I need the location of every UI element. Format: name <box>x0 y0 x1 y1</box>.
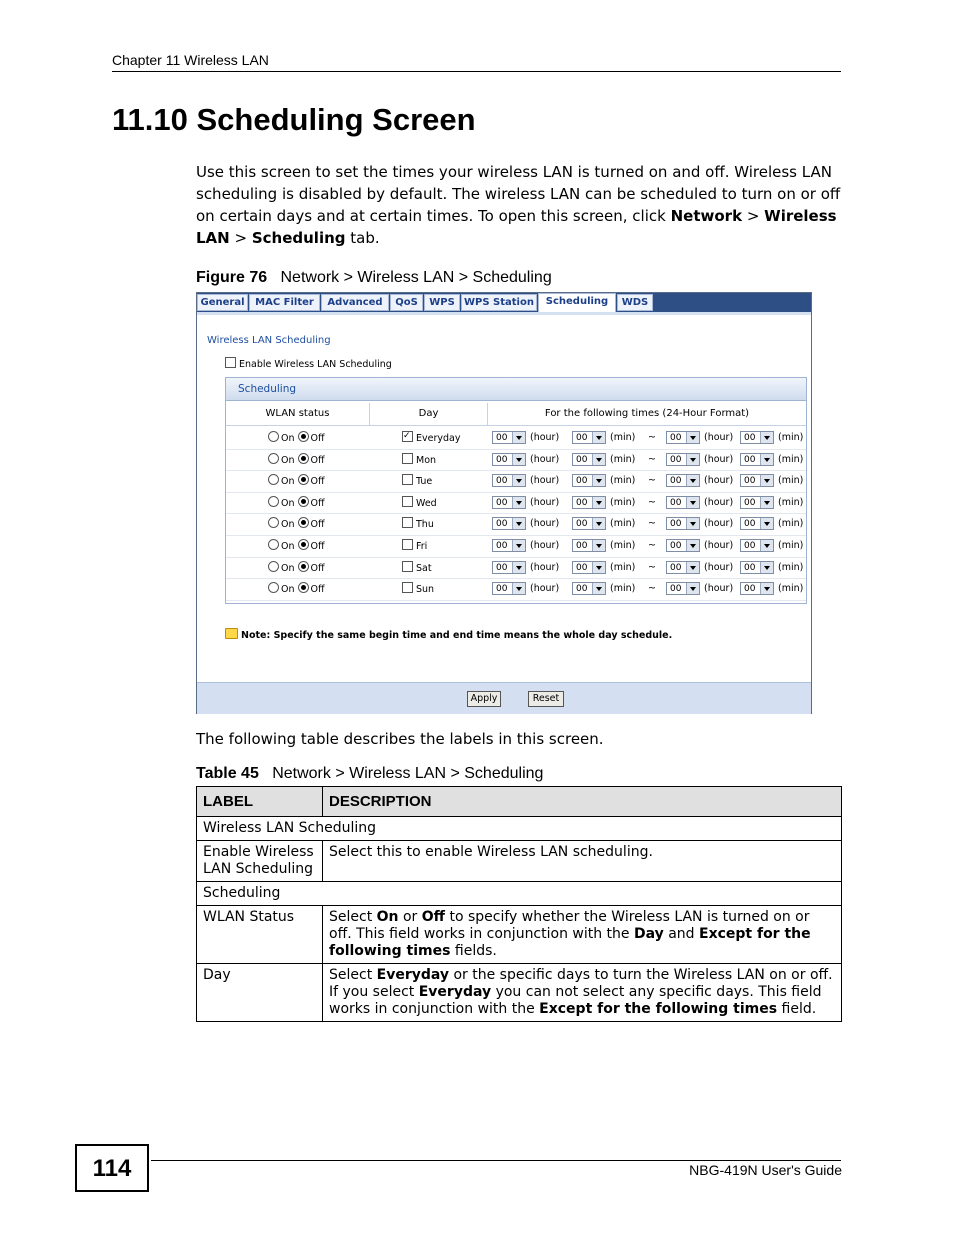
off-label: Off <box>310 497 325 509</box>
day-group <box>402 474 432 487</box>
min-unit-label: (min) <box>778 518 804 530</box>
wlan-off-radio[interactable] <box>298 561 309 572</box>
wlan-off-radio[interactable] <box>298 517 309 528</box>
table-cell: Enable Wireless LAN Scheduling <box>197 841 323 882</box>
off-label: Off <box>310 519 325 531</box>
note-icon <box>225 628 238 639</box>
end-hour-select[interactable]: 00 <box>666 453 700 466</box>
tab-scheduling[interactable]: Scheduling <box>538 293 616 313</box>
hour-unit-label: (hour) <box>704 583 734 595</box>
table-row <box>197 964 842 1022</box>
tab-wps-station[interactable]: WPS Station <box>461 294 537 311</box>
intro-paragraph: Use this screen to set the times your wireless LAN is turned on and off. Wireless LAN scheduling is disabled by default. The wireless LAN can be scheduled to turn on or off on certain days and at certain times. To open this screen, click Network > Wireless LAN > Scheduling tab. <box>196 163 841 247</box>
day-checkbox[interactable] <box>402 431 413 442</box>
reset-button[interactable]: Reset <box>528 691 564 707</box>
day-group <box>402 431 460 444</box>
time-range-tilde: ~ <box>648 561 656 573</box>
off-label: Off <box>310 584 325 596</box>
end-hour-select[interactable]: 00 <box>666 474 700 487</box>
schedule-row <box>226 578 806 601</box>
wlan-off-radio[interactable] <box>298 474 309 485</box>
tab-bar <box>197 293 811 312</box>
time-range-tilde: ~ <box>648 540 656 551</box>
min-unit-label: (min) <box>778 453 804 465</box>
tab-wds[interactable]: WDS <box>617 294 653 311</box>
wlan-off-radio[interactable] <box>298 582 309 593</box>
table-intro-text: The following table describes the labels in this screen. <box>196 730 604 748</box>
description-table <box>196 786 842 1022</box>
day-label: Thu <box>416 519 434 531</box>
schedule-row <box>226 470 806 493</box>
wlan-status-group <box>268 431 325 444</box>
on-label: On <box>281 454 295 466</box>
schedule-row <box>226 492 806 515</box>
min-unit-label: (min) <box>610 496 636 508</box>
section-title: 11.10 Scheduling Screen <box>112 102 476 137</box>
hour-unit-label: (hour) <box>530 432 560 443</box>
hour-unit-label: (hour) <box>530 496 560 508</box>
table-cell: Wireless LAN Scheduling <box>197 817 842 841</box>
hour-unit-label: (hour) <box>704 561 734 573</box>
day-group <box>402 496 437 509</box>
start-min-select[interactable]: 00 <box>572 582 606 595</box>
day-group <box>402 582 434 595</box>
start-hour-select[interactable]: 00 <box>492 496 526 509</box>
end-min-select[interactable]: 00 <box>740 539 774 552</box>
wlan-status-group <box>268 561 325 574</box>
col-header-divider <box>226 425 806 426</box>
day-group <box>402 517 434 530</box>
end-min-select[interactable]: 00 <box>740 582 774 595</box>
col-header-wlan-status: WLAN status <box>226 403 370 425</box>
hour-unit-label: (hour) <box>530 475 560 487</box>
on-label: On <box>281 562 295 574</box>
wlan-status-group <box>268 582 325 595</box>
day-label: Sat <box>416 562 432 574</box>
table-header-row <box>197 787 842 817</box>
hour-unit-label: (hour) <box>530 583 560 595</box>
start-min-select[interactable]: 00 <box>572 517 606 530</box>
table-cell: WLAN Status <box>197 906 323 964</box>
wlan-status-group <box>268 474 325 487</box>
end-hour-select[interactable]: 00 <box>666 517 700 530</box>
min-unit-label: (min) <box>778 561 804 573</box>
hour-unit-label: (hour) <box>704 540 734 551</box>
wlan-status-group <box>268 453 325 466</box>
min-unit-label: (min) <box>778 475 804 487</box>
hour-unit-label: (hour) <box>530 561 560 573</box>
enable-scheduling-checkbox[interactable] <box>225 357 236 368</box>
min-unit-label: (min) <box>778 583 804 595</box>
time-range-tilde: ~ <box>648 475 656 487</box>
header-rule <box>112 71 841 72</box>
table-row <box>197 906 842 964</box>
table-cell: Day <box>197 964 323 1022</box>
min-unit-label: (min) <box>610 453 636 465</box>
on-label: On <box>281 541 295 552</box>
min-unit-label: (min) <box>610 475 636 487</box>
table-header-label: LABEL <box>197 787 323 817</box>
schedule-note: Note: Specify the same begin time and end time means the whole day schedule. <box>225 628 672 641</box>
scheduling-panel-header: Scheduling <box>226 378 806 401</box>
table-cell: Select Everyday or the specific days to turn the Wireless LAN on or off. If you select Everyday you can not select any specific days. This field works in conjunction with the Except for the following times field. <box>323 964 842 1022</box>
tab-mac-filter[interactable]: MAC Filter <box>249 294 320 311</box>
enable-scheduling-row[interactable] <box>225 357 392 370</box>
wlan-on-radio[interactable] <box>268 561 279 572</box>
enable-scheduling-label: Enable Wireless LAN Scheduling <box>239 359 392 370</box>
time-range-tilde: ~ <box>648 583 656 595</box>
min-unit-label: (min) <box>778 540 804 551</box>
end-min-select[interactable]: 00 <box>740 517 774 530</box>
wlan-off-radio[interactable] <box>298 539 309 550</box>
off-label: Off <box>310 476 325 488</box>
wlan-on-radio[interactable] <box>268 453 279 464</box>
end-hour-select[interactable]: 00 <box>666 431 700 444</box>
end-hour-select[interactable]: 00 <box>666 496 700 509</box>
min-unit-label: (min) <box>610 540 636 551</box>
button-bar <box>197 682 811 714</box>
wlan-on-radio[interactable] <box>268 474 279 485</box>
day-label: Fri <box>416 541 428 552</box>
day-label: Sun <box>416 584 435 596</box>
on-label: On <box>281 433 295 444</box>
wlan-off-radio[interactable] <box>298 431 309 442</box>
day-group <box>402 453 436 466</box>
start-min-select[interactable]: 00 <box>572 561 606 574</box>
off-label: Off <box>310 433 325 444</box>
start-min-select[interactable]: 00 <box>572 453 606 466</box>
table-row <box>197 817 842 841</box>
wlan-on-radio[interactable] <box>268 539 279 550</box>
table-cell: Select On or Off to specify whether the Wireless LAN is turned on or off. This field works in conjunction with the Day and Except for the following times fields. <box>323 906 842 964</box>
tab-wps[interactable]: WPS <box>424 294 460 311</box>
hour-unit-label: (hour) <box>704 496 734 508</box>
day-group <box>402 561 432 574</box>
day-checkbox[interactable] <box>402 496 413 507</box>
end-hour-select[interactable]: 00 <box>666 561 700 574</box>
table-header-description: DESCRIPTION <box>323 787 842 817</box>
apply-button[interactable]: Apply <box>467 691 501 707</box>
time-range-tilde: ~ <box>648 518 656 530</box>
schedule-row <box>226 535 806 558</box>
wlan-on-radio[interactable] <box>268 517 279 528</box>
min-unit-label: (min) <box>778 432 804 443</box>
start-min-select[interactable]: 00 <box>572 474 606 487</box>
start-hour-select[interactable]: 00 <box>492 453 526 466</box>
hour-unit-label: (hour) <box>530 540 560 551</box>
wlan-on-radio[interactable] <box>268 582 279 593</box>
schedule-row <box>226 513 806 536</box>
table-cell: Select this to enable Wireless LAN scheduling. <box>323 841 842 882</box>
min-unit-label: (min) <box>610 518 636 530</box>
wlan-on-radio[interactable] <box>268 496 279 507</box>
figure-caption: Figure 76 Network > Wireless LAN > Scheduling <box>196 269 552 286</box>
day-checkbox[interactable] <box>402 453 413 464</box>
end-min-select[interactable]: 00 <box>740 431 774 444</box>
start-hour-select[interactable]: 00 <box>492 539 526 552</box>
scheduling-panel <box>225 377 807 604</box>
end-min-select[interactable]: 00 <box>740 453 774 466</box>
end-min-select[interactable]: 00 <box>740 561 774 574</box>
min-unit-label: (min) <box>610 583 636 595</box>
min-unit-label: (min) <box>610 432 636 443</box>
min-unit-label: (min) <box>778 496 804 508</box>
on-label: On <box>281 497 295 509</box>
start-hour-select[interactable]: 00 <box>492 517 526 530</box>
min-unit-label: (min) <box>610 561 636 573</box>
day-label: Tue <box>416 476 433 488</box>
chapter-header: Chapter 11 Wireless LAN <box>112 52 269 68</box>
schedule-row <box>226 449 806 472</box>
scheduling-screenshot <box>196 292 812 714</box>
hour-unit-label: (hour) <box>530 518 560 530</box>
day-label: Mon <box>416 454 437 466</box>
tab-underline <box>197 312 811 315</box>
start-hour-select[interactable]: 00 <box>492 561 526 574</box>
off-label: Off <box>310 454 325 466</box>
start-hour-select[interactable]: 00 <box>492 474 526 487</box>
hour-unit-label: (hour) <box>704 453 734 465</box>
off-label: Off <box>310 541 325 552</box>
day-group <box>402 539 427 552</box>
col-header-day: Day <box>370 403 488 425</box>
table-cell: Scheduling <box>197 882 842 906</box>
hour-unit-label: (hour) <box>704 432 734 443</box>
footer-rule <box>151 1160 841 1161</box>
day-checkbox[interactable] <box>402 539 413 550</box>
wlan-off-radio[interactable] <box>298 496 309 507</box>
start-min-select[interactable]: 00 <box>572 496 606 509</box>
on-label: On <box>281 584 295 596</box>
end-min-select[interactable]: 00 <box>740 474 774 487</box>
day-checkbox[interactable] <box>402 561 413 572</box>
guide-title: NBG-419N User's Guide <box>689 1162 842 1178</box>
start-min-select[interactable]: 00 <box>572 431 606 444</box>
schedule-row <box>226 427 806 450</box>
wlan-on-radio[interactable] <box>268 431 279 442</box>
col-header-times: For the following times (24-Hour Format) <box>544 408 750 419</box>
table-row <box>197 882 842 906</box>
day-label: Everyday <box>416 433 461 444</box>
page-number: 114 <box>75 1144 149 1192</box>
start-hour-select[interactable]: 00 <box>492 582 526 595</box>
wlan-status-group <box>268 539 325 552</box>
tab-qos[interactable]: QoS <box>390 294 423 311</box>
end-min-select[interactable]: 00 <box>740 496 774 509</box>
tab-general[interactable]: General <box>197 294 248 311</box>
time-range-tilde: ~ <box>648 453 656 465</box>
table-row <box>197 841 842 882</box>
wlan-status-group <box>268 517 325 530</box>
end-hour-select[interactable]: 00 <box>666 582 700 595</box>
day-checkbox[interactable] <box>402 474 413 485</box>
wlan-status-group <box>268 496 325 509</box>
wlan-off-radio[interactable] <box>298 453 309 464</box>
time-range-tilde: ~ <box>648 496 656 508</box>
off-label: Off <box>310 562 325 574</box>
start-hour-select[interactable]: 00 <box>492 431 526 444</box>
on-label: On <box>281 476 295 488</box>
hour-unit-label: (hour) <box>704 518 734 530</box>
day-checkbox[interactable] <box>402 517 413 528</box>
time-range-tilde: ~ <box>648 432 656 443</box>
on-label: On <box>281 519 295 531</box>
tab-advanced[interactable]: Advanced <box>321 294 389 311</box>
day-checkbox[interactable] <box>402 582 413 593</box>
schedule-row <box>226 557 806 580</box>
hour-unit-label: (hour) <box>704 475 734 487</box>
hour-unit-label: (hour) <box>530 453 560 465</box>
table-caption: Table 45 Network > Wireless LAN > Scheduling <box>196 765 544 782</box>
start-min-select[interactable]: 00 <box>572 539 606 552</box>
wireless-lan-scheduling-label: Wireless LAN Scheduling <box>207 335 331 346</box>
end-hour-select[interactable]: 00 <box>666 539 700 552</box>
day-label: Wed <box>416 497 437 509</box>
